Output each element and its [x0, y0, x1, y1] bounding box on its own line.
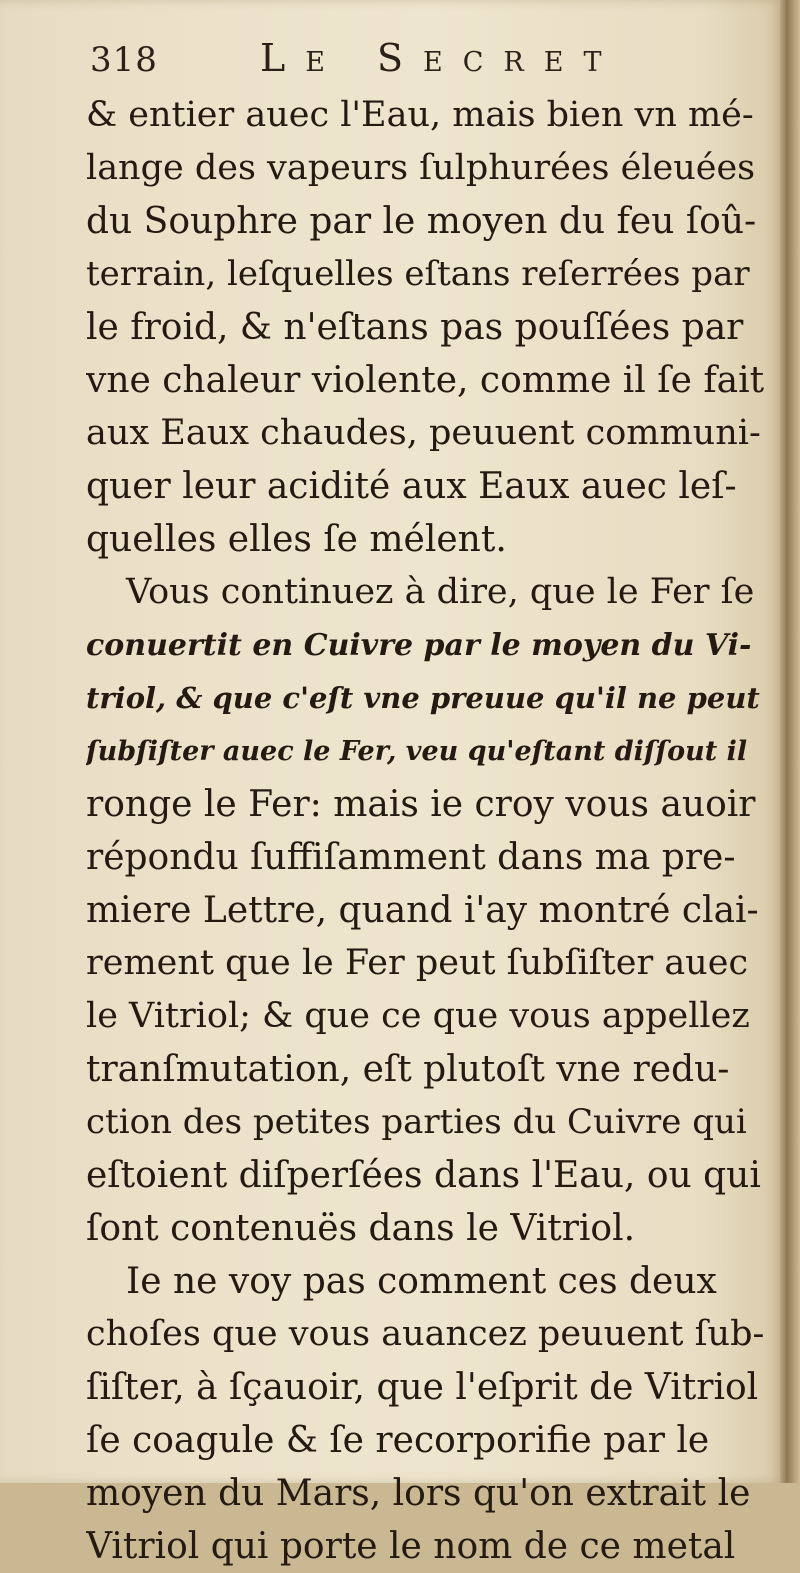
- text-line: triol, & que c'eſt vne preuue qu'il ne peut: [86, 681, 760, 715]
- text-line: moyen du Mars, lors qu'on extrait le: [86, 1473, 751, 1514]
- text-line: terrain, leſquelles eſtans reſerrées par: [86, 254, 750, 294]
- text-line: quelles elles ſe mélent.: [86, 519, 507, 560]
- text-line: ction des petites parties du Cuivre qui: [86, 1102, 747, 1142]
- text-line: vne chaleur violente, comme il ſe fait: [86, 360, 765, 401]
- text-line: aux Eaux chaudes, peuuent communi-: [86, 413, 761, 453]
- running-title: Le Secret: [260, 36, 622, 80]
- text-line: lange des vapeurs ſulphurées éleuées: [86, 148, 756, 188]
- text-line: ronge le Fer: mais ie croy vous auoir: [86, 784, 756, 825]
- text-line: Ie ne voy pas comment ces deux: [126, 1261, 717, 1302]
- text-line: tranſmutation, eſt plutoſt vne redu-: [86, 1049, 730, 1090]
- text-line: quer leur acidité aux Eaux auec leſ-: [86, 466, 737, 507]
- text-line: rement que le Fer peut ſubſiſter auec: [86, 943, 749, 983]
- text-line: miere Lettre, quand i'ay montré clai-: [86, 890, 759, 931]
- page-edge: [780, 0, 800, 1483]
- text-line: ſont contenuës dans le Vitriol.: [86, 1208, 636, 1249]
- text-line: ſe coagule & ſe recorporifie par le: [86, 1420, 710, 1461]
- text-line: le froid, & n'eſtans pas pouſſées par: [86, 307, 744, 348]
- body-text: [86, 89, 766, 1573]
- text-line: le Vitriol; & que ce que vous appellez: [86, 996, 750, 1036]
- page-header: [90, 30, 750, 90]
- text-line: ſubſiſter auec le Fer, veu qu'eſtant diſſout il: [86, 736, 748, 767]
- text-line: conuertit en Cuivre par le moyen du Vi-: [86, 628, 752, 663]
- text-line: Vitriol qui porte le nom de ce metal: [86, 1526, 736, 1567]
- text-line: ſiſter, à ſçauoir, que l'eſprit de Vitriol: [86, 1367, 759, 1408]
- text-line: eſtoient diſperſées dans l'Eau, ou qui: [86, 1155, 761, 1196]
- text-line: répondu ſuffiſamment dans ma pre-: [86, 837, 736, 878]
- text-line: & entier auec l'Eau, mais bien vn mé-: [86, 95, 754, 135]
- text-line: choſes que vous auancez peuuent ſub-: [86, 1314, 765, 1354]
- text-line: Vous continuez à dire, que le Fer ſe: [126, 572, 755, 612]
- text-line: du Souphre par le moyen du feu ſoû-: [86, 201, 757, 242]
- page-number: 318: [90, 40, 158, 80]
